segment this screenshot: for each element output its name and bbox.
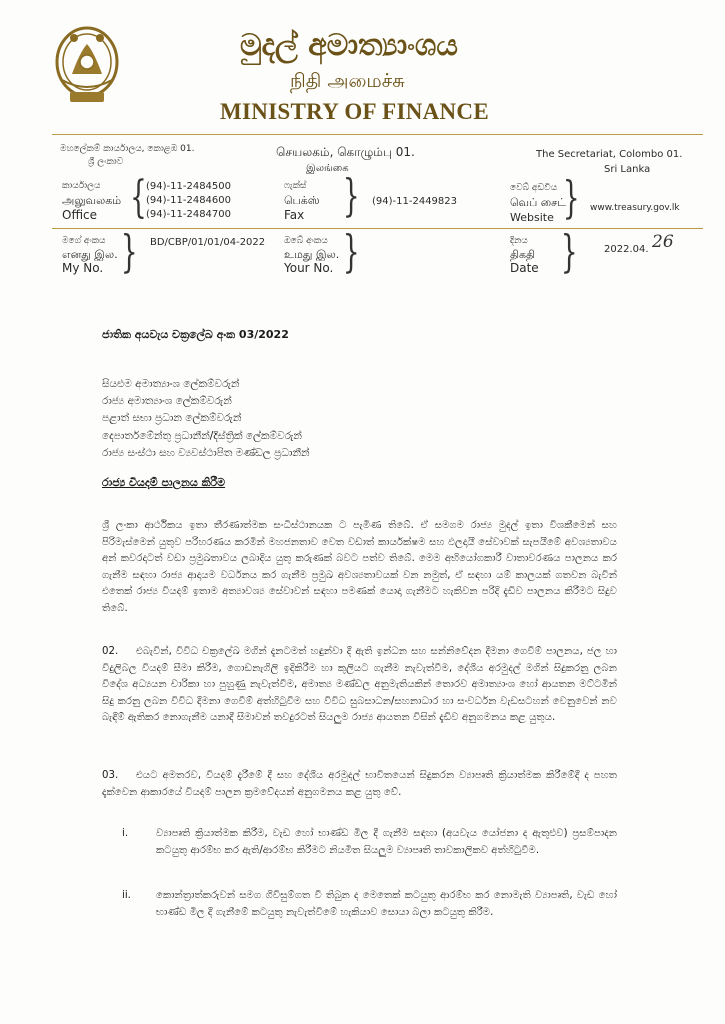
office-label-tamil: அலுவலகம்	[62, 194, 122, 207]
your-no-label-sinhala: ඔබේ අංකය	[284, 236, 328, 246]
date-handwritten-day: 26	[652, 232, 674, 252]
contacts-divider	[52, 228, 703, 229]
office-label-english: Office	[62, 208, 98, 222]
my-no-label-sinhala: මගේ අංකය	[62, 236, 106, 246]
paragraph-1	[102, 518, 617, 618]
date-label-english: Date	[510, 261, 539, 275]
my-reference-number: BD/CBP/01/01/04-2022	[150, 237, 266, 248]
fax-label-sinhala: ෆැක්ස්	[284, 181, 307, 191]
website-brace-icon: {	[562, 175, 580, 226]
addressee-item: රාජ්‍ය අමාත්‍යාංශ ලේකම්වරුන්	[102, 395, 232, 408]
ministry-name-sinhala: මුදල් අමාත්‍යාංශය	[240, 28, 458, 63]
your-no-label-english: Your No.	[284, 261, 334, 275]
address-english-line2: Sri Lanka	[604, 164, 651, 175]
website-url: www.treasury.gov.lk	[590, 203, 680, 213]
website-label-english: Website	[510, 211, 554, 224]
office-phone-2: (94)-11-2484600	[146, 195, 232, 206]
fax-label-tamil: பெக்ஸ்	[284, 194, 320, 207]
address-sinhala-line1: මහලේකම් කාර්යාලය, කොළඹ 01.	[60, 144, 195, 154]
addressee-item: සියළුම අමාත්‍යාංශ ලේකම්වරුන්	[102, 378, 240, 390]
list-item-number: i.	[122, 828, 129, 839]
ministry-name-tamil: நிதி அமைச்சு	[290, 70, 405, 92]
fax-label-english: Fax	[284, 208, 305, 222]
address-tamil-line2: இலங்கை	[306, 163, 349, 174]
date-brace-icon: {	[560, 229, 578, 280]
address-tamil-line1: செயலகம், கொழும்பு 01.	[276, 145, 415, 159]
ministry-name-english: MINISTRY OF FINANCE	[220, 99, 489, 124]
date-label-tamil: திகதி	[510, 248, 536, 261]
list-item-text: කොන්ත්‍රාත්කරුවන් සමග ගිවිසුම්ගත වී තිබුන ද මෙතෙක් කටයුතු ආරම්භ කර නොමැති ව්‍යාපෘති, වැඩ හෝ භාණ්ඩ මිල දී ගැනීමේ කටයුතු නැවැත්වීමේ හැකියාව සොයා බලා කටයුතු කිරීම.	[156, 890, 617, 918]
sri-lanka-emblem-icon	[52, 22, 122, 106]
website-label-sinhala: වෙබ් අඩවිය	[510, 183, 558, 193]
paragraph-number: 02.	[102, 646, 119, 657]
date-printed: 2022.04.	[604, 244, 649, 255]
header-divider	[52, 134, 703, 135]
subject-heading: රාජ්‍ය වියදම් පාලනය කිරීම	[102, 476, 226, 489]
addressee-item: දෙපාර්තමේන්තු ප්‍රධානීන්/දිස්ත්‍රික් ලේකම්වරුන්	[102, 429, 302, 442]
fax-brace-icon: {	[342, 173, 360, 224]
paragraph-3	[102, 768, 617, 801]
your-no-brace-icon: {	[342, 229, 360, 280]
paragraph-text: එයට අමතරව, වියදම් දැරීමේ දී සහ දේශීය අරමුදල් භාවිතයෙන් සිදුකරන ව්‍යාපෘති ක්‍රියාත්මක කිරීමේදී ද පහත දැක්වෙන ආකාරයේ වියදම් පාලන ක්‍රමවේදයන් අනුගමනය කළ යුතු වේ.	[102, 770, 617, 798]
paragraph-number: 03.	[102, 770, 119, 781]
addressee-list	[102, 376, 310, 462]
office-label-sinhala: කාර්යාලය	[62, 181, 101, 191]
paragraph-text: ශ්‍රී ලංකා ආර්ථිකය ඉතා තීරණාත්මක සංධිස්ථානයක ට පැමිණ තිබේ. ඒ සමගම රාජ්‍ය මුදල් ඉතා විශකීමෙන් සහ පිරිමැස්මෙන් යුතුව පරිහරණය කරමින් මහජනතාව වෙත වඩාත් කාර්යක්ෂම සහ ඵලදායී සේවාවක් සැපයීමේ අවශ්‍යතාවය අන් කවරදාටත් වඩා ප්‍රමුඛතාවය ලබාදිය යුතු කරුණක් බවට පත්ව තිබේ. මෙම අභියෝගකාරී වාතාවරණය පාලනය කර ගැනීම සඳහා රාජ්‍ය ආදායම වර්ධනය කර ගැනීම ප්‍රමුඛ අවශ්‍යතාවයක් වන නමුත්, ඒ සඳහා යම් කාලයක් ගතවන බැවින් එතෙක් රාජ්‍ය වියදම් ඉතාම අත්‍යාවශ්‍ය සේවාවන් සඳහා පමණක් යොදා ගැනීමට හැකිවන පරිදි දැඩිව පාලනය කිරීමට සිදුව තිබේ.	[102, 520, 617, 614]
circular-number: ජාතික අයවැය චක්‍රලේඛ අංක 03/2022	[102, 328, 289, 341]
your-no-label-tamil: உமது இல.	[284, 248, 340, 261]
paragraph-text: එබැවින්, විවිධ චක්‍රලේඛ මගින් දැනටමත් හඳුන්වා දී ඇති ඉන්ධන සහ සන්නිවේදන දීමනා ගෙවීම් පාලනය, ජල හා විදුලිබල වියදම් සීමා කිරීම, ගොඩනැගිලි ඉදිකිරීම හා කුලියට ගැනීම නැවැත්වීම, දේශීය අරමුදල් මගින් සිදුකරනු ලබන විදේශ අධ්‍යයන චාරිකා හා පුහුණු නැවැත්වීම, අමාත්‍ය මණ්ඩල අනුමැතියකින් තොරව අමාත්‍යාංශ හෝ ආයතන මට්ටමින් සිදු කරනු ලබන විවිධ දීමනා ගෙවීම් අත්හිටුවීම සහ විවිධ සුබසාධන/සහනාධාර හා සංවර්ධන වැඩසටහන් වෙනුවෙන් නව බැඳීම් ඇතිකර නොගැනීම යනාදී සීමාවන් තවදුරටත් සියලුම රාජ්‍ය ආයතන විසින් දැඩිව අනුගමනය කළ යුතුය.	[102, 646, 617, 724]
list-item-text: ව්‍යාපෘති ක්‍රියාත්මක කිරීම, වැඩ හෝ භාණ්ඩ මිල දී ගැනීම සඳහා (අයවැය යෝජනා ද ඇතුළුව) ප්‍රසම්පාදන කටයුතු ආරම්භ කර ඇති/ආරම්භ කිරීමට නියමිත සියලුම ව්‍යාපෘති තාවකාලිකව අත්හිටුවීම.	[156, 828, 617, 856]
office-brace-icon: {	[130, 172, 147, 223]
paragraph-2	[102, 644, 617, 727]
fax-number: (94)-11-2449823	[372, 196, 458, 207]
my-no-brace-icon: {	[120, 229, 138, 280]
addressee-item: පළාත් සභා ප්‍රධාන ලේකම්වරුන්	[102, 412, 242, 425]
website-label-tamil: வெப் சைட்	[510, 196, 567, 209]
my-no-label-tamil: எனது இல.	[62, 248, 118, 261]
list-item-number: ii.	[122, 890, 131, 901]
address-sinhala-line2: ශ්‍රී ලංකාව	[88, 157, 124, 167]
office-phone-3: (94)-11-2484700	[146, 209, 232, 220]
date-label-sinhala: දිනය	[510, 236, 528, 246]
addressee-item: රාජ්‍ය සංස්ථා සහ ව්‍යවස්ථාපිත මණ්ඩල ප්‍රධානීන්	[102, 446, 310, 459]
address-english-line1: The Secretariat, Colombo 01.	[536, 149, 683, 160]
office-phone-1: (94)-11-2484500	[146, 181, 232, 192]
my-no-label-english: My No.	[62, 261, 104, 275]
